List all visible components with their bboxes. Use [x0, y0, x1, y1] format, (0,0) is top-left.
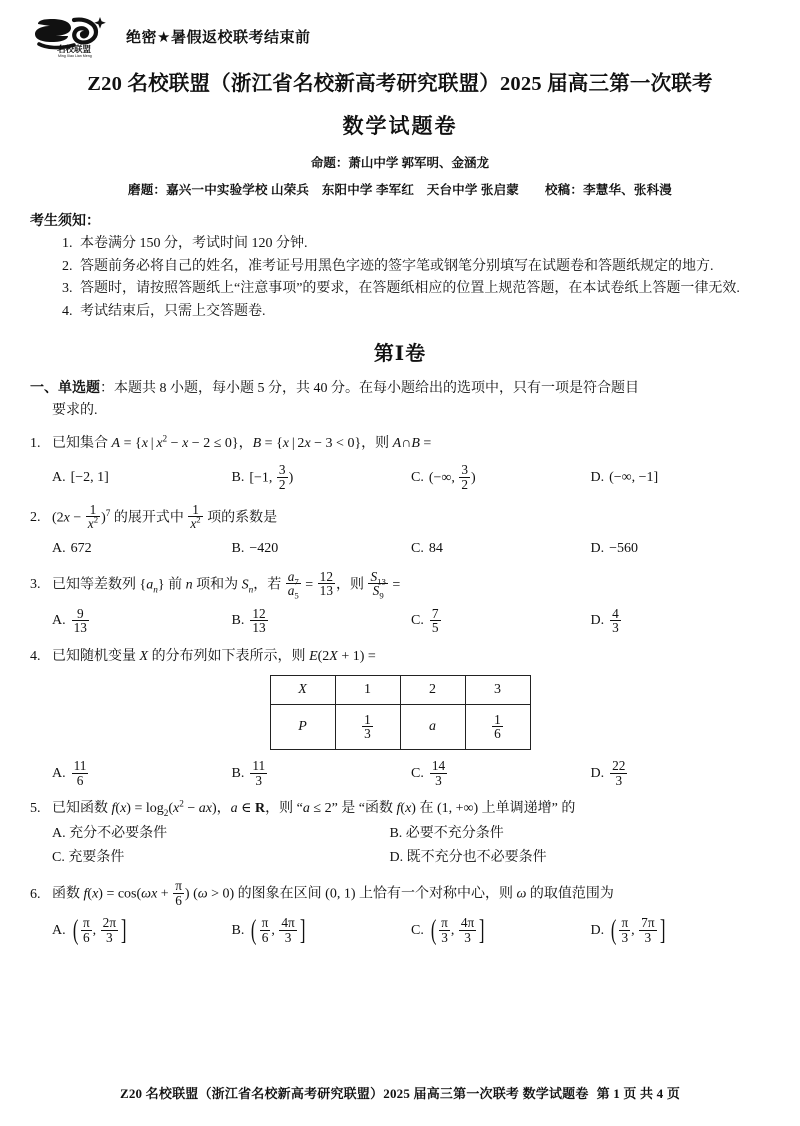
- option-label: B.: [231, 613, 245, 629]
- table-row-x: [270, 675, 530, 704]
- option-text: (−∞, $\frac{3}{2}$ ): [428, 462, 476, 493]
- question-text: 已知等差数列 $\{a_n\}$ 前 n 项和为 $S_n$，若 $\frac{a_7}{a_5}$ = $\frac{12}{13}$ ，则 $\frac{S_{13}}{S_9}$ =: [52, 568, 401, 601]
- option-d[interactable]: [591, 467, 771, 488]
- option-label: B.: [231, 922, 245, 938]
- option-label: A.: [52, 922, 66, 938]
- question-number: 3.: [30, 577, 41, 593]
- question-1: [30, 433, 770, 491]
- option-text: ( $\frac{\pi}{6}$ , $\frac{4\pi}{3}$ ]: [251, 914, 306, 946]
- option-text: 充分不必要条件: [69, 826, 168, 842]
- option-a[interactable]: [52, 467, 232, 488]
- option-b[interactable]: [232, 463, 412, 491]
- option-label: C.: [411, 540, 424, 556]
- option-label: D.: [590, 540, 605, 556]
- option-b[interactable]: [232, 759, 412, 787]
- secrecy-notice: 绝密★暑假返校联考结束前: [126, 29, 311, 46]
- table-cell: 1: [335, 675, 400, 704]
- option-a[interactable]: [52, 759, 232, 787]
- question-text: (2x − $\frac{1}{x^2}$ )$^7$ 的展开式中 $\frac{1}{x^2}$ 项的系数是: [52, 501, 278, 532]
- option-row: [52, 823, 770, 844]
- option-d[interactable]: [389, 847, 770, 868]
- svg-text:Ming Xiao Lian Meng: Ming Xiao Lian Meng: [58, 54, 92, 58]
- table-cell: $\frac{1}{3}$: [335, 704, 400, 749]
- option-label: B.: [231, 765, 245, 781]
- page-footer: [0, 1083, 800, 1102]
- question-stem: [30, 879, 770, 907]
- cell-value-a: a: [429, 719, 436, 735]
- option-label: C.: [411, 765, 424, 781]
- notice-item: 2. 答题前务必将自己的姓名，准考证号用黑色字迹的签字笔或钢笔分别填写在试题卷和答题纸规定的地方.: [76, 256, 770, 279]
- option-c[interactable]: [411, 463, 591, 491]
- option-label: D.: [590, 922, 605, 938]
- table-row-p: [270, 704, 530, 749]
- option-b[interactable]: [389, 823, 770, 844]
- option-label: C.: [411, 922, 424, 938]
- table-cell: [270, 675, 335, 704]
- question-number: 1.: [30, 436, 41, 452]
- option-label: A.: [52, 826, 66, 842]
- option-text: −560: [609, 540, 639, 556]
- option-text: $\frac{11}{6}$: [73, 757, 87, 788]
- option-b[interactable]: [232, 538, 412, 559]
- question-stem: [30, 503, 770, 531]
- question-stem: [30, 798, 770, 819]
- option-label: A.: [52, 765, 66, 781]
- question-options: [30, 916, 770, 944]
- option-text: ( $\frac{\pi}{3}$ , $\frac{4\pi}{3}$ ]: [430, 914, 485, 946]
- question-number: 2.: [30, 510, 41, 526]
- row-label-x: X: [298, 682, 307, 698]
- section-desc-cont: 要求的.: [52, 403, 98, 419]
- notice-item: 1. 本卷满分 150 分，考试时间 120 分钟.: [76, 233, 770, 256]
- notice-item: 3. 答题时，请按照答题纸上“注意事项”的要求，在答题纸相应的位置上规范答题，在本试卷纸上答题一律无效.: [76, 278, 770, 301]
- table-cell: [400, 704, 465, 749]
- option-label: D.: [389, 850, 404, 866]
- option-text: 充要条件: [68, 850, 125, 866]
- table-cell: $\frac{1}{6}$: [465, 704, 530, 749]
- option-a[interactable]: [52, 916, 232, 944]
- footer-text: Z20 名校联盟（浙江省名校新高考研究联盟）2025 届高三第一次联考 数学试题卷: [119, 1086, 589, 1101]
- polisher-proofreader-line: [30, 180, 770, 198]
- question-2: [30, 503, 770, 559]
- question-6: [30, 879, 770, 944]
- option-text: $\frac{22}{3}$: [612, 757, 626, 788]
- option-d[interactable]: [591, 916, 771, 944]
- option-text: [−1, $\frac{3}{2}$ ): [249, 462, 294, 493]
- page-header: [30, 14, 770, 60]
- option-text: −420: [249, 540, 279, 556]
- question-options: [30, 607, 770, 635]
- option-label: D.: [590, 765, 605, 781]
- proofreader-label: 校稿：李慧华、张科漫: [544, 183, 672, 197]
- row-label-p: P: [298, 719, 307, 735]
- question-3: [30, 570, 770, 635]
- option-a[interactable]: [52, 538, 232, 559]
- option-c[interactable]: [411, 607, 591, 635]
- notice-title: 考生须知：: [30, 214, 100, 229]
- option-label: C.: [52, 850, 65, 866]
- table-cell: 2: [400, 675, 465, 704]
- option-text: [−2, 1]: [70, 470, 109, 486]
- question-text: 函数 f(x) = cos(ωx + $\frac{\pi}{6}$ ) (ω > 0) 的图象在区间 (0, 1) 上恰有一个对称中心，则 ω 的取值范围为: [52, 878, 614, 908]
- option-label: C.: [411, 613, 424, 629]
- option-label: A.: [52, 540, 66, 556]
- table-cell: 3: [465, 675, 530, 704]
- section-desc: ：本题共 8 小题，每小题 5 分，共 40 分。在每小题给出的选项中，只有一项是符合题目: [100, 380, 639, 396]
- option-c[interactable]: [411, 916, 591, 944]
- option-text: $\frac{4}{3}$: [612, 605, 619, 636]
- subject-title: 数学试题卷: [342, 114, 458, 138]
- question-number: 4.: [30, 648, 41, 664]
- question-stem: [30, 646, 770, 667]
- option-text: $\frac{12}{13}$: [252, 605, 266, 636]
- option-d[interactable]: [591, 759, 771, 787]
- page-title: Z20 名校联盟（浙江省名校新高考研究联盟）2025 届高三第一次联考: [87, 73, 713, 95]
- option-label: A.: [52, 613, 66, 629]
- option-text: 既不充分也不必要条件: [406, 850, 547, 866]
- question-number: 6.: [30, 886, 41, 902]
- distribution-table-wrapper: [30, 675, 770, 750]
- option-label: B.: [231, 470, 245, 486]
- question-text: 已知集合 A = {x | $x^2 - x - 2 \le 0$}，B = {x | 2x − 3 < 0}，则 A∩B =: [52, 433, 432, 452]
- option-c[interactable]: [52, 847, 389, 868]
- z20-logo-icon: [30, 14, 116, 58]
- section-label: 一、单选题: [30, 380, 100, 396]
- option-d[interactable]: [591, 538, 771, 559]
- distribution-table: [270, 675, 531, 750]
- option-text: $\frac{9}{13}$: [73, 605, 87, 636]
- proposer-line: 命题：萧山中学 郭军明、金涵龙: [310, 156, 490, 170]
- option-label: B.: [231, 540, 245, 556]
- option-label: D.: [590, 613, 605, 629]
- option-c[interactable]: [411, 759, 591, 787]
- section-header: [30, 378, 770, 423]
- question-5: [30, 798, 770, 868]
- option-label: C.: [411, 470, 424, 486]
- option-text: 84: [428, 540, 443, 556]
- question-stem: [30, 433, 770, 454]
- question-4: [30, 646, 770, 787]
- option-text: ( $\frac{\pi}{3}$ , $\frac{7\pi}{3}$ ]: [610, 914, 666, 946]
- option-label: A.: [52, 470, 66, 486]
- option-text: 672: [70, 540, 92, 556]
- z20-logo: [30, 14, 116, 58]
- notice-list: [30, 233, 770, 324]
- option-text: $\frac{7}{5}$: [431, 605, 439, 636]
- option-d[interactable]: [591, 607, 771, 635]
- volume-title: 第Ⅰ卷: [373, 342, 427, 365]
- polisher-label: 磨题：嘉兴一中实验学校 山荣兵 东阳中学 李军红 天台中学 张启蒙: [128, 183, 519, 197]
- question-options: [30, 538, 770, 559]
- option-text: $\frac{11}{3}$: [252, 757, 266, 788]
- option-text: 必要不充分条件: [405, 826, 504, 842]
- question-options: [30, 759, 770, 787]
- footer-page-label: 第 1 页 共 4 页: [596, 1086, 681, 1101]
- option-text: (−∞, −1]: [609, 470, 659, 486]
- question-options: [30, 823, 770, 868]
- question-options: [30, 463, 770, 491]
- question-text: 已知函数 $f(x) = \log_2(x^2 - ax)$，a ∈ R，则 “a ≤ 2” 是 “函数 f(x) 在 (1, +∞) 上单调递增” 的: [52, 798, 576, 818]
- option-c[interactable]: [411, 538, 591, 559]
- notice-item: 4. 考试结束后，只需上交答题卷.: [76, 301, 770, 324]
- option-label: D.: [590, 470, 605, 486]
- option-label: B.: [389, 826, 403, 842]
- option-text: $\frac{14}{3}$: [431, 757, 446, 788]
- question-stem: [30, 568, 770, 601]
- question-text: 已知随机变量 X 的分布列如下表所示，则 E(2X + 1) =: [52, 648, 376, 664]
- option-b[interactable]: [232, 916, 412, 944]
- question-number: 5.: [30, 801, 41, 817]
- option-text: ( $\frac{\pi}{6}$ , $\frac{2\pi}{3}$ ]: [72, 914, 127, 946]
- option-row: [52, 847, 770, 868]
- option-a[interactable]: [52, 823, 389, 844]
- option-b[interactable]: [232, 607, 412, 635]
- table-cell: [270, 704, 335, 749]
- option-a[interactable]: [52, 607, 232, 635]
- svg-text:名校联盟: 名校联盟: [57, 44, 92, 54]
